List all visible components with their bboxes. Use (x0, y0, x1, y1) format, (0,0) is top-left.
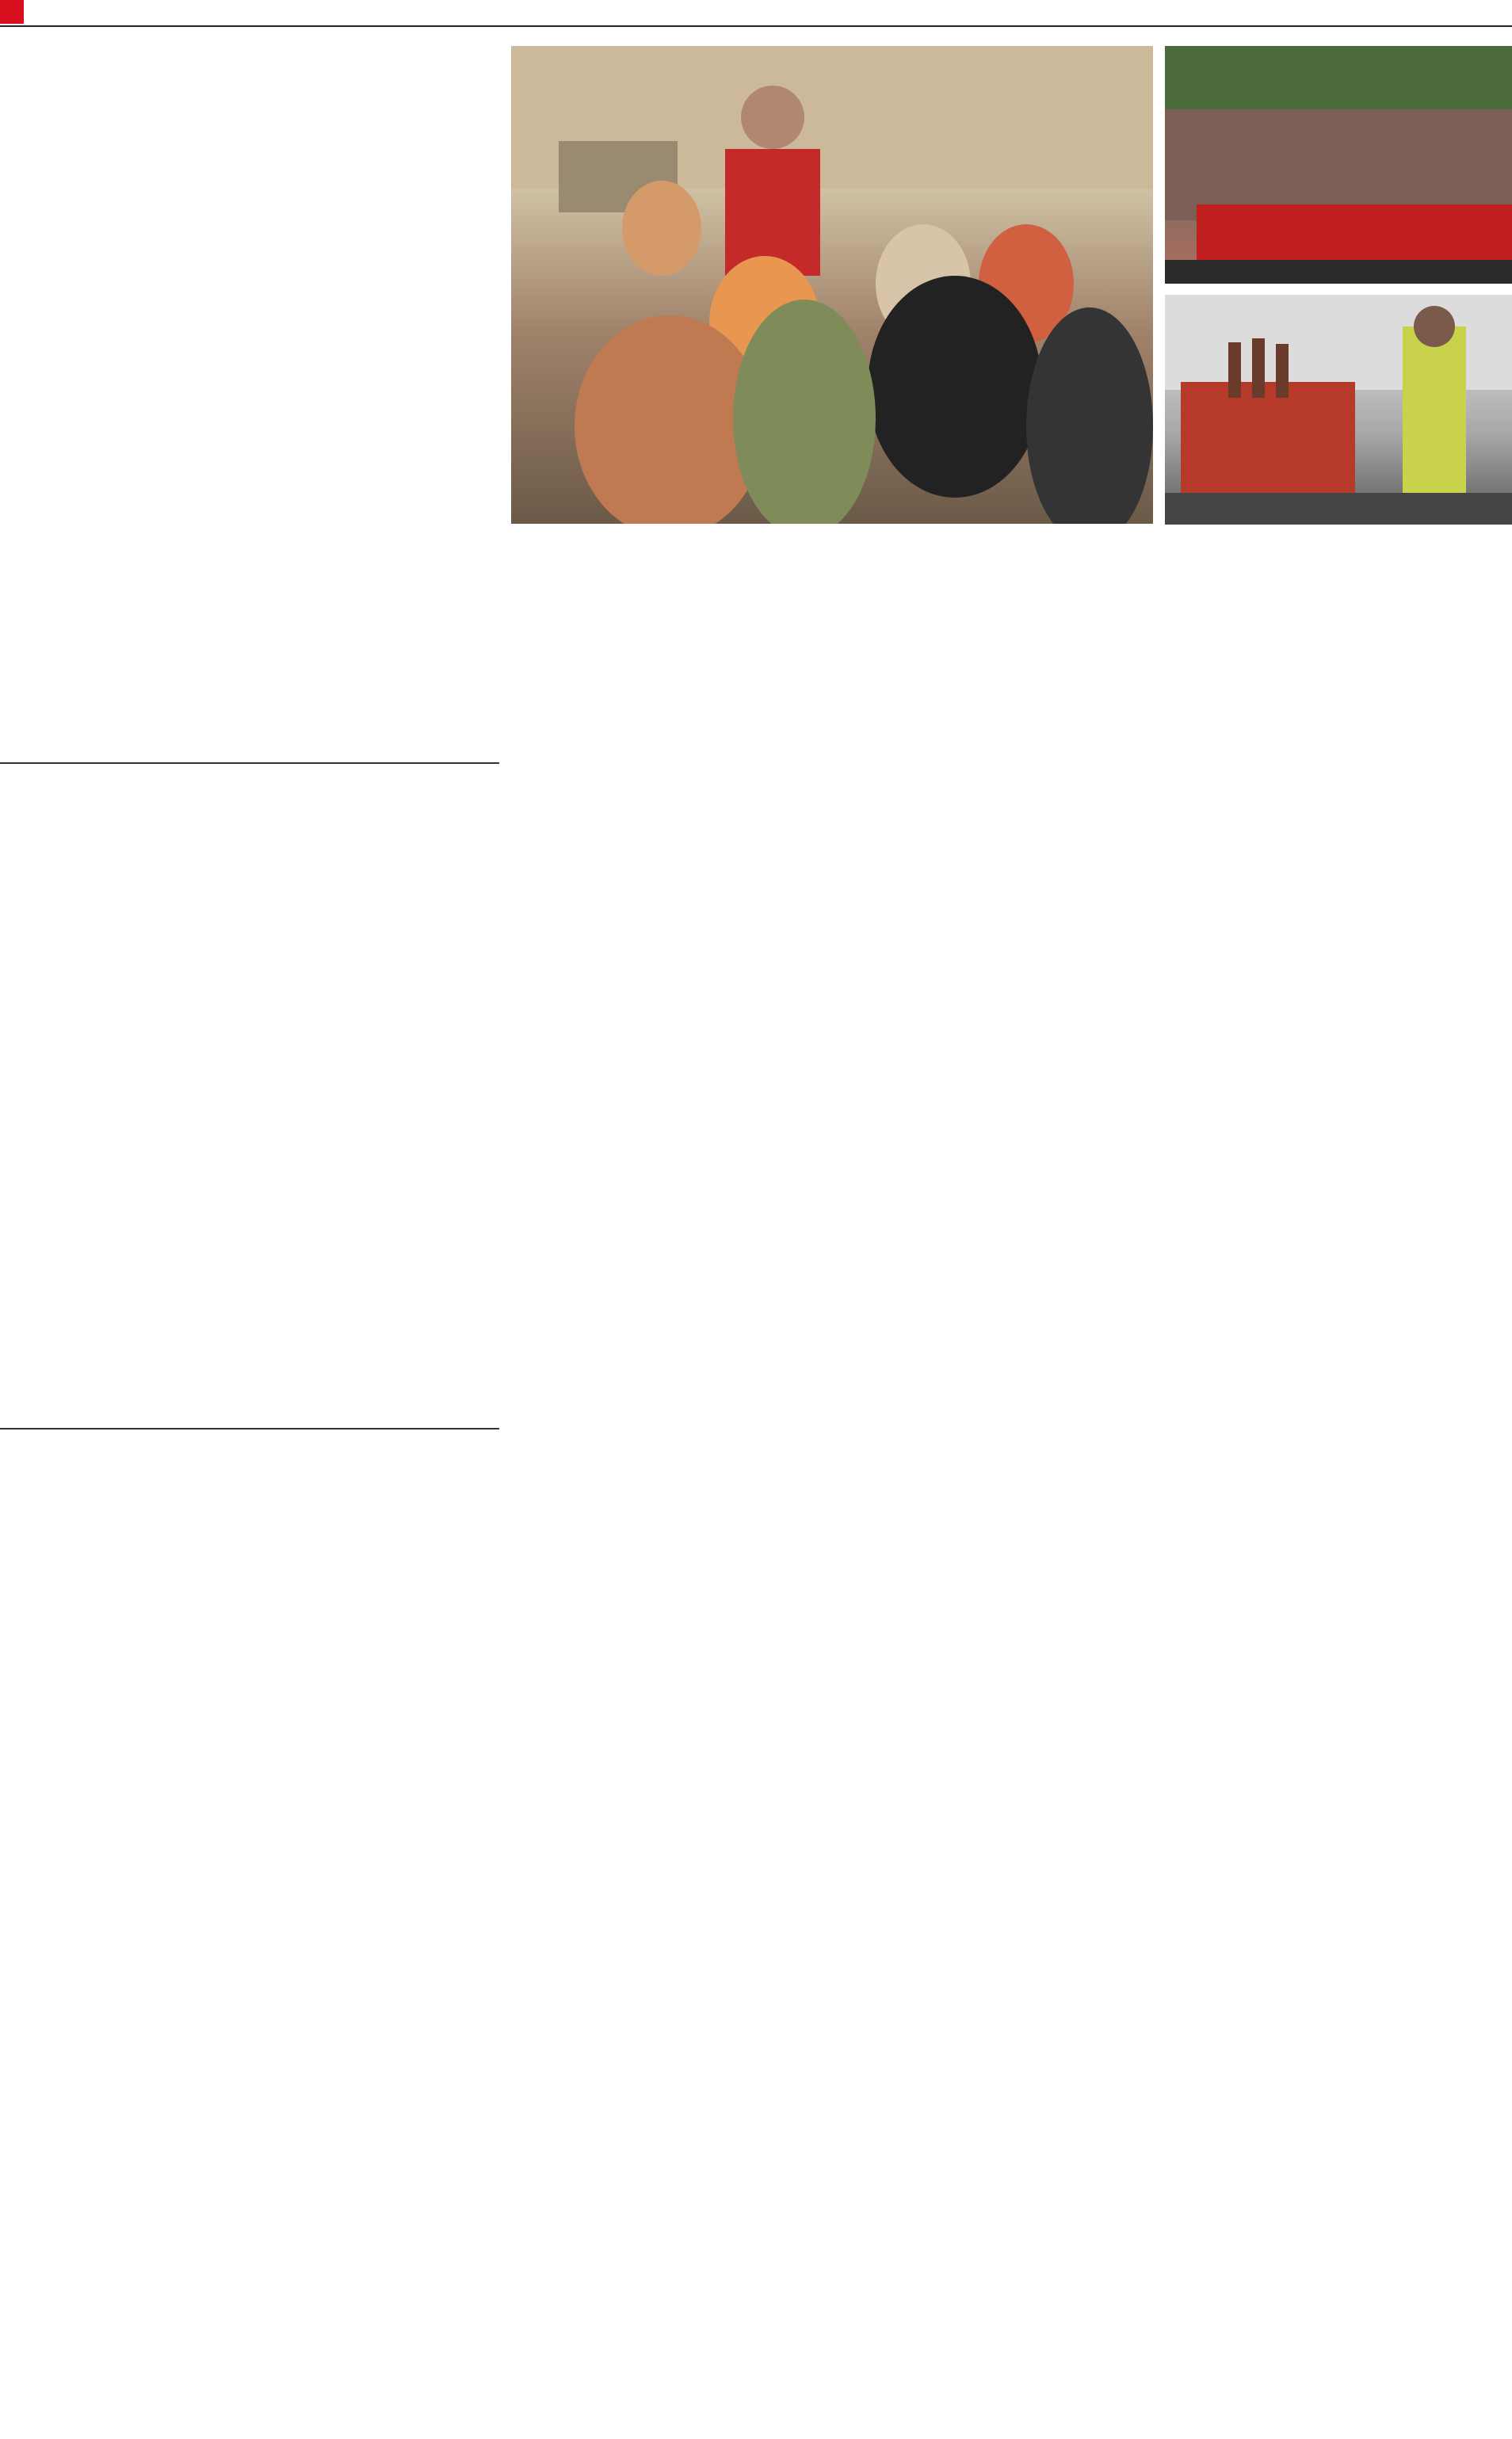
page-number (0, 0, 24, 24)
divider (0, 1428, 499, 1429)
buet-column-3 (1010, 1434, 1248, 2306)
masthead (0, 0, 1512, 27)
arrestees-column (255, 1930, 499, 2439)
buet-column-2 (761, 1434, 998, 2306)
buet-column-1 (511, 1434, 749, 2306)
photo-mother-illustration (511, 46, 1153, 524)
berlin-column-2 (255, 235, 499, 758)
divider (0, 762, 499, 764)
photo-room-2011 (1165, 295, 1512, 525)
photo-grieving-mother (511, 46, 1153, 524)
dont-know-column-1 (0, 816, 244, 1426)
protest-crowd-illustration (1165, 46, 1512, 284)
dont-know-column-2 (255, 816, 499, 1426)
photo-dhaka-protest (1165, 46, 1512, 284)
buet-column-4 (1260, 1434, 1510, 2306)
violence-column-2 (255, 1480, 499, 1892)
room-illustration (1165, 295, 1512, 525)
violence-column-1 (0, 1480, 244, 2439)
berlin-column-1 (0, 235, 244, 758)
